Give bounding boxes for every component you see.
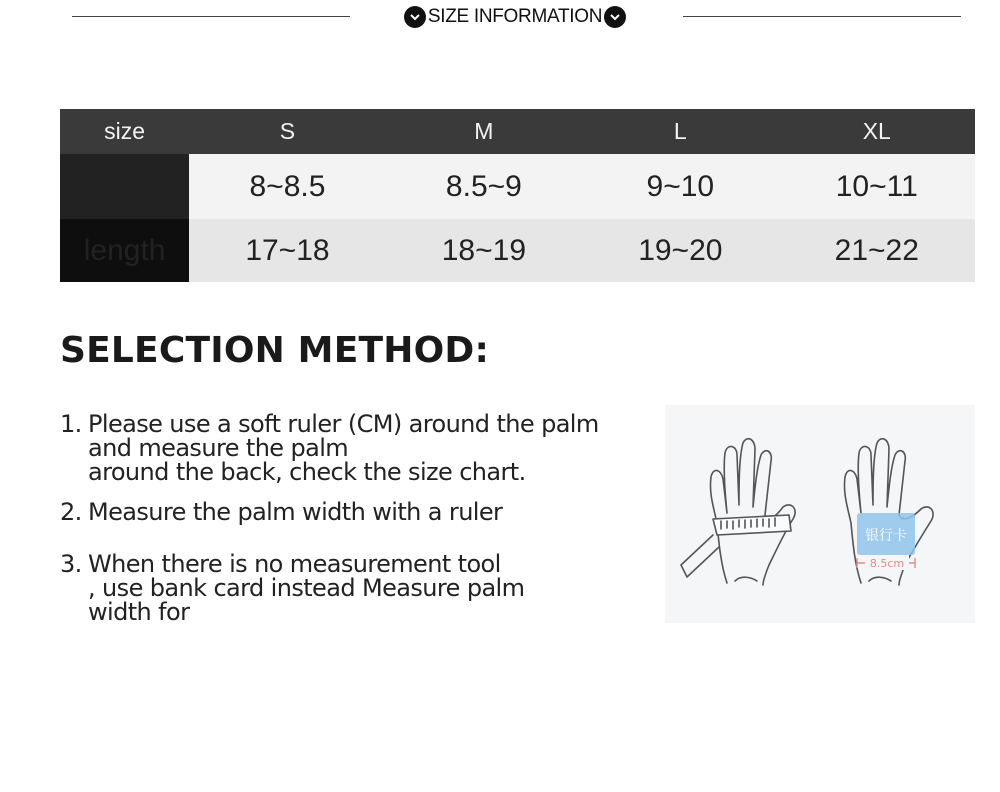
- table-cell: 19~20: [582, 219, 778, 282]
- table-header-cell: M: [386, 109, 582, 154]
- card-measure-label: 8.5cm: [869, 557, 905, 570]
- hand-with-ruler-icon: [681, 439, 795, 585]
- table-header-row: [60, 109, 975, 154]
- section-header-title: SIZE INFORMATION: [427, 6, 603, 27]
- row-label-text: palm width: [89, 154, 160, 218]
- step-text: Please use a soft ruler (CM) around the palm and measure the palm around the back, check the size chart.: [88, 410, 599, 486]
- header-divider-right: [683, 16, 961, 17]
- step-text: Measure the palm width with a ruler: [88, 498, 503, 526]
- table-row: [60, 154, 975, 219]
- size-table: [60, 109, 975, 282]
- hand-measurement-illustration: [665, 405, 975, 623]
- list-item: [60, 412, 599, 484]
- table-header-cell: size: [60, 109, 189, 154]
- hand-illustration: [665, 405, 975, 623]
- list-item: [60, 552, 524, 624]
- step-number: 1.: [60, 410, 82, 438]
- selection-method-title: SELECTION METHOD:: [60, 330, 490, 371]
- table-cell: 10~11: [779, 154, 975, 219]
- step-text: When there is no measurement tool , use bank card instead Measure palm width for: [88, 550, 525, 626]
- row-label: length: [60, 219, 189, 282]
- table-cell: 18~19: [386, 219, 582, 282]
- card-label: 银行卡: [865, 528, 907, 544]
- step-number: 3.: [60, 550, 82, 578]
- table-row: [60, 219, 975, 282]
- table-header-cell: S: [189, 109, 385, 154]
- table-cell: 8~8.5: [189, 154, 385, 219]
- table-cell: 8.5~9: [386, 154, 582, 219]
- row-label: [60, 154, 189, 219]
- list-item: [60, 500, 502, 524]
- table-cell: 17~18: [189, 219, 385, 282]
- table-header-cell: XL: [779, 109, 975, 154]
- step-number: 2.: [60, 498, 82, 526]
- table-header-cell: L: [582, 109, 778, 154]
- table-cell: 21~22: [779, 219, 975, 282]
- table-cell: 9~10: [582, 154, 778, 219]
- chevron-down-icon: [404, 6, 426, 28]
- chevron-down-icon: [604, 6, 626, 28]
- header-divider-left: [72, 16, 350, 17]
- section-header: [390, 3, 640, 31]
